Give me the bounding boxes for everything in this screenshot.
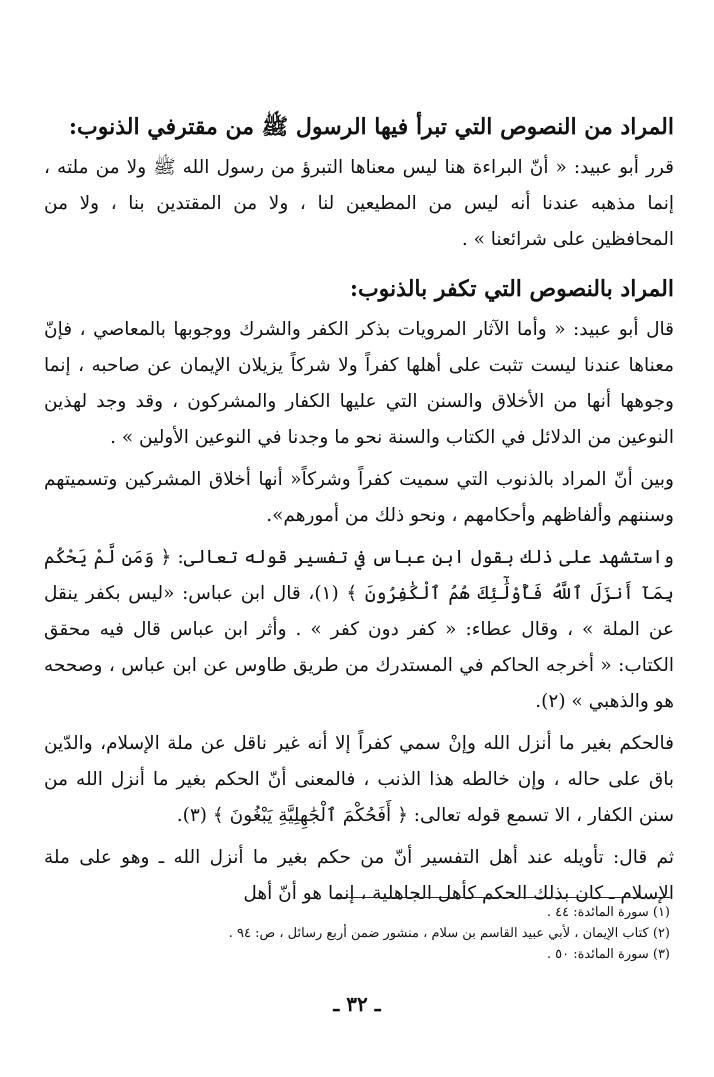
footnote-divider — [335, 897, 670, 898]
paragraph-1-1: قرر أبو عبيد: « أنّ البراءة هنا ليس معناها التبرؤ من رسول الله ﷺ ولا من ملته ، إنما مذهبه عندنا أنه ليس من المطيعين لنا ، ولا من المقتدين بنا ، ولا من المحافظين على شرائعنا » . — [44, 157, 674, 250]
page-number: ـ ٣٢ ـ — [333, 992, 381, 1016]
footnotes — [40, 902, 670, 965]
paragraph-2-2: وبين أنّ المراد بالذنوب التي سميت كفراً وشركاً« أنها أخلاق المشركين وتسميتهم وسننهم وألفاظهم وأحكامهم ، ونحو ذلك من أمورهم». — [44, 469, 674, 526]
section-2 — [44, 272, 674, 912]
footnote-2: (٢) كتاب الإيمان ، لأبي عبيد القاسم بن سلام ، منشور ضمن أربع رسائل ، ص: ٩٤ . — [228, 926, 670, 941]
page-body — [44, 110, 674, 922]
paragraph-2-1: قال أبو عبيد: « وأما الآثار المرويات بذكر الكفر والشرك ووجوبها بالمعاصي ، فإنّ معناها عندنا ليست تثبت على أهلها كفراً ولا شركاً يزيلان الإيمان عن صاحبه ، إنما وجوهها أنها من الأخلاق والسنن التي عليها الكفار والمشركون ، وقد وجد لهذين النوعين من الدلائل في الكتاب والسنة نحو ما وجدنا في النوعين الأولين » . — [44, 319, 674, 448]
paragraph-2-3: واستشهد على ذلك بقول ابن عباس في تفسير قوله تعالى: ﴿ وَمَن لَّمْ يَحْكُم بِمَآ أَنزَلَ ٱللَّهُ فَأُوْلَٰٓئِكَ هُمُ ٱلْكَٰفِرُونَ ﴾ (١)، قال ابن عباس: «ليس بكفر ينقل عن الملة » ، وقال عطاء: « كفر دون كفر » . وأثر ابن عباس قال فيه محقق الكتاب: « أخرجه الحاكم في المستدرك من طريق طاوس عن ابن عباس ، وصححه هو والذهبي » (٢). — [44, 547, 675, 712]
section-heading-2: المراد بالنصوص التي تكفر بالذنوب: — [349, 276, 674, 302]
footnote-1: (١) سورة المائدة: ٤٤ . — [546, 905, 670, 920]
paragraph-2-5: ثم قال: تأويله عند أهل التفسير أنّ من حكم بغير ما أنزل الله ـ وهو على ملة الإسلام ـ كان بذلك الحكم كأهل الجاهلية ، إنما هو أنّ أهل — [44, 847, 674, 904]
footnote-3: (٣) سورة المائدة: ٥٠ . — [546, 947, 670, 962]
section-heading-1: المراد من النصوص التي تبرأ فيها الرسول ﷺ من مقترفي الذنوب: — [68, 114, 674, 140]
section-1 — [44, 110, 674, 258]
paragraph-2-4: فالحكم بغير ما أنزل الله وإنْ سمي كفراً إلا أنه غير ناقل عن ملة الإسلام، والدّين باق على حاله ، وإن خالطه هذا الذنب ، فالمعنى أنّ الحكم بغير ما أنزل الله من سنن الكفار ، الا تسمع قوله تعالى: ﴿ أَفَحُكْمَ ٱلْجَٰهِلِيَّةِ يَبْغُونَ ﴾ (٣). — [44, 733, 674, 826]
